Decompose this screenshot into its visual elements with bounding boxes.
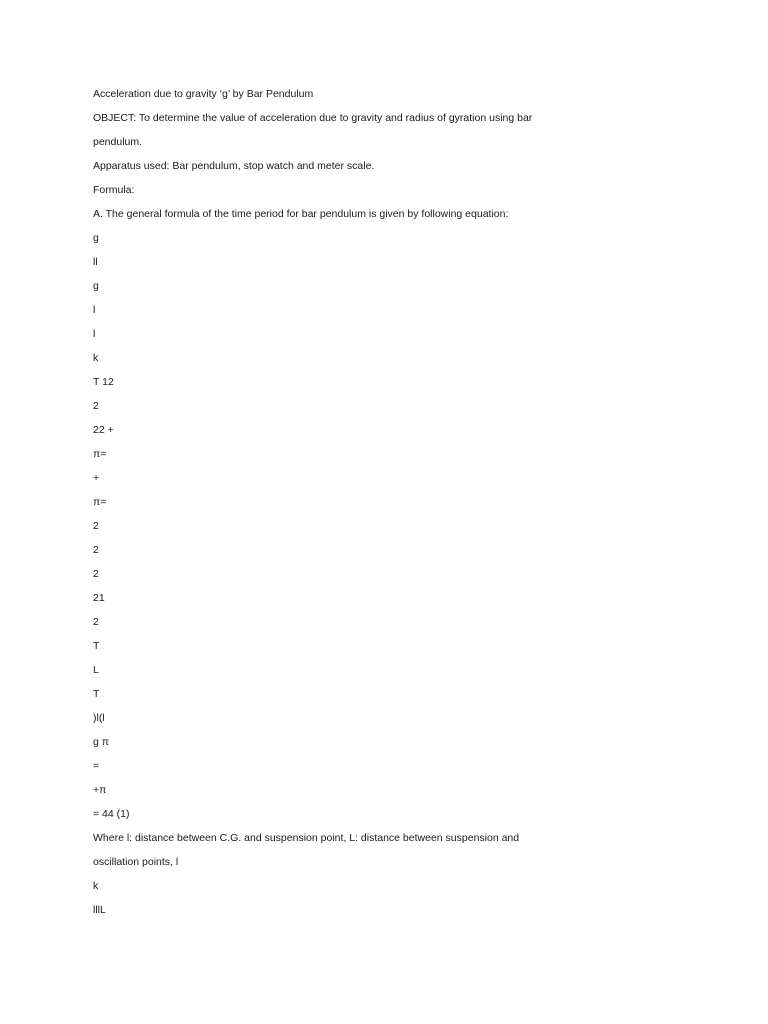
formula-fragment: 2 <box>93 544 99 556</box>
formula-fragment: 22 + <box>93 424 114 436</box>
formula-fragment: 2 <box>93 400 99 412</box>
formula-fragment: 2 <box>93 616 99 628</box>
formula-intro: A. The general formula of the time period for bar pendulum is given by following equation: <box>93 208 509 220</box>
definition-line-2: oscillation points, l <box>93 856 179 868</box>
formula-fragment: g π <box>93 736 110 748</box>
formula-fragment: l <box>93 304 96 316</box>
formula-fragment: π= <box>93 448 107 460</box>
formula-fragment: l <box>93 328 96 340</box>
definition-line-1: Where l: distance between C.G. and suspension point, L: distance between suspension and <box>93 832 520 844</box>
formula-fragment: g <box>93 280 99 292</box>
formula-fragment: g <box>93 232 99 244</box>
document-title: Acceleration due to gravity ‘g’ by Bar Pendulum <box>93 88 314 100</box>
formula-fragment: T <box>93 688 100 700</box>
formula-fragment: lllL <box>93 904 106 916</box>
formula-fragment: + <box>93 472 100 484</box>
object-statement-line-1: OBJECT: To determine the value of acceleration due to gravity and radius of gyration using bar <box>93 112 533 124</box>
formula-fragment: = <box>93 760 100 772</box>
formula-fragment: k <box>93 880 99 892</box>
formula-fragment: 2 <box>93 568 99 580</box>
formula-fragment: +π <box>93 784 107 796</box>
formula-fragment: 21 <box>93 592 105 604</box>
formula-fragment: ll <box>93 256 98 268</box>
formula-fragment: k <box>93 352 99 364</box>
formula-fragment: )l(l <box>93 712 105 724</box>
object-statement-line-2: pendulum. <box>93 136 143 148</box>
formula-fragment: T <box>93 640 100 652</box>
apparatus-line: Apparatus used: Bar pendulum, stop watch and meter scale. <box>93 160 375 172</box>
document-body <box>93 87 733 927</box>
equation-number-line: = 44 (1) <box>93 808 130 820</box>
formula-fragment: π= <box>93 496 107 508</box>
formula-fragment: L <box>93 664 99 676</box>
formula-fragment: T 12 <box>93 376 114 388</box>
formula-heading: Formula: <box>93 184 135 196</box>
formula-fragment: 2 <box>93 520 99 532</box>
